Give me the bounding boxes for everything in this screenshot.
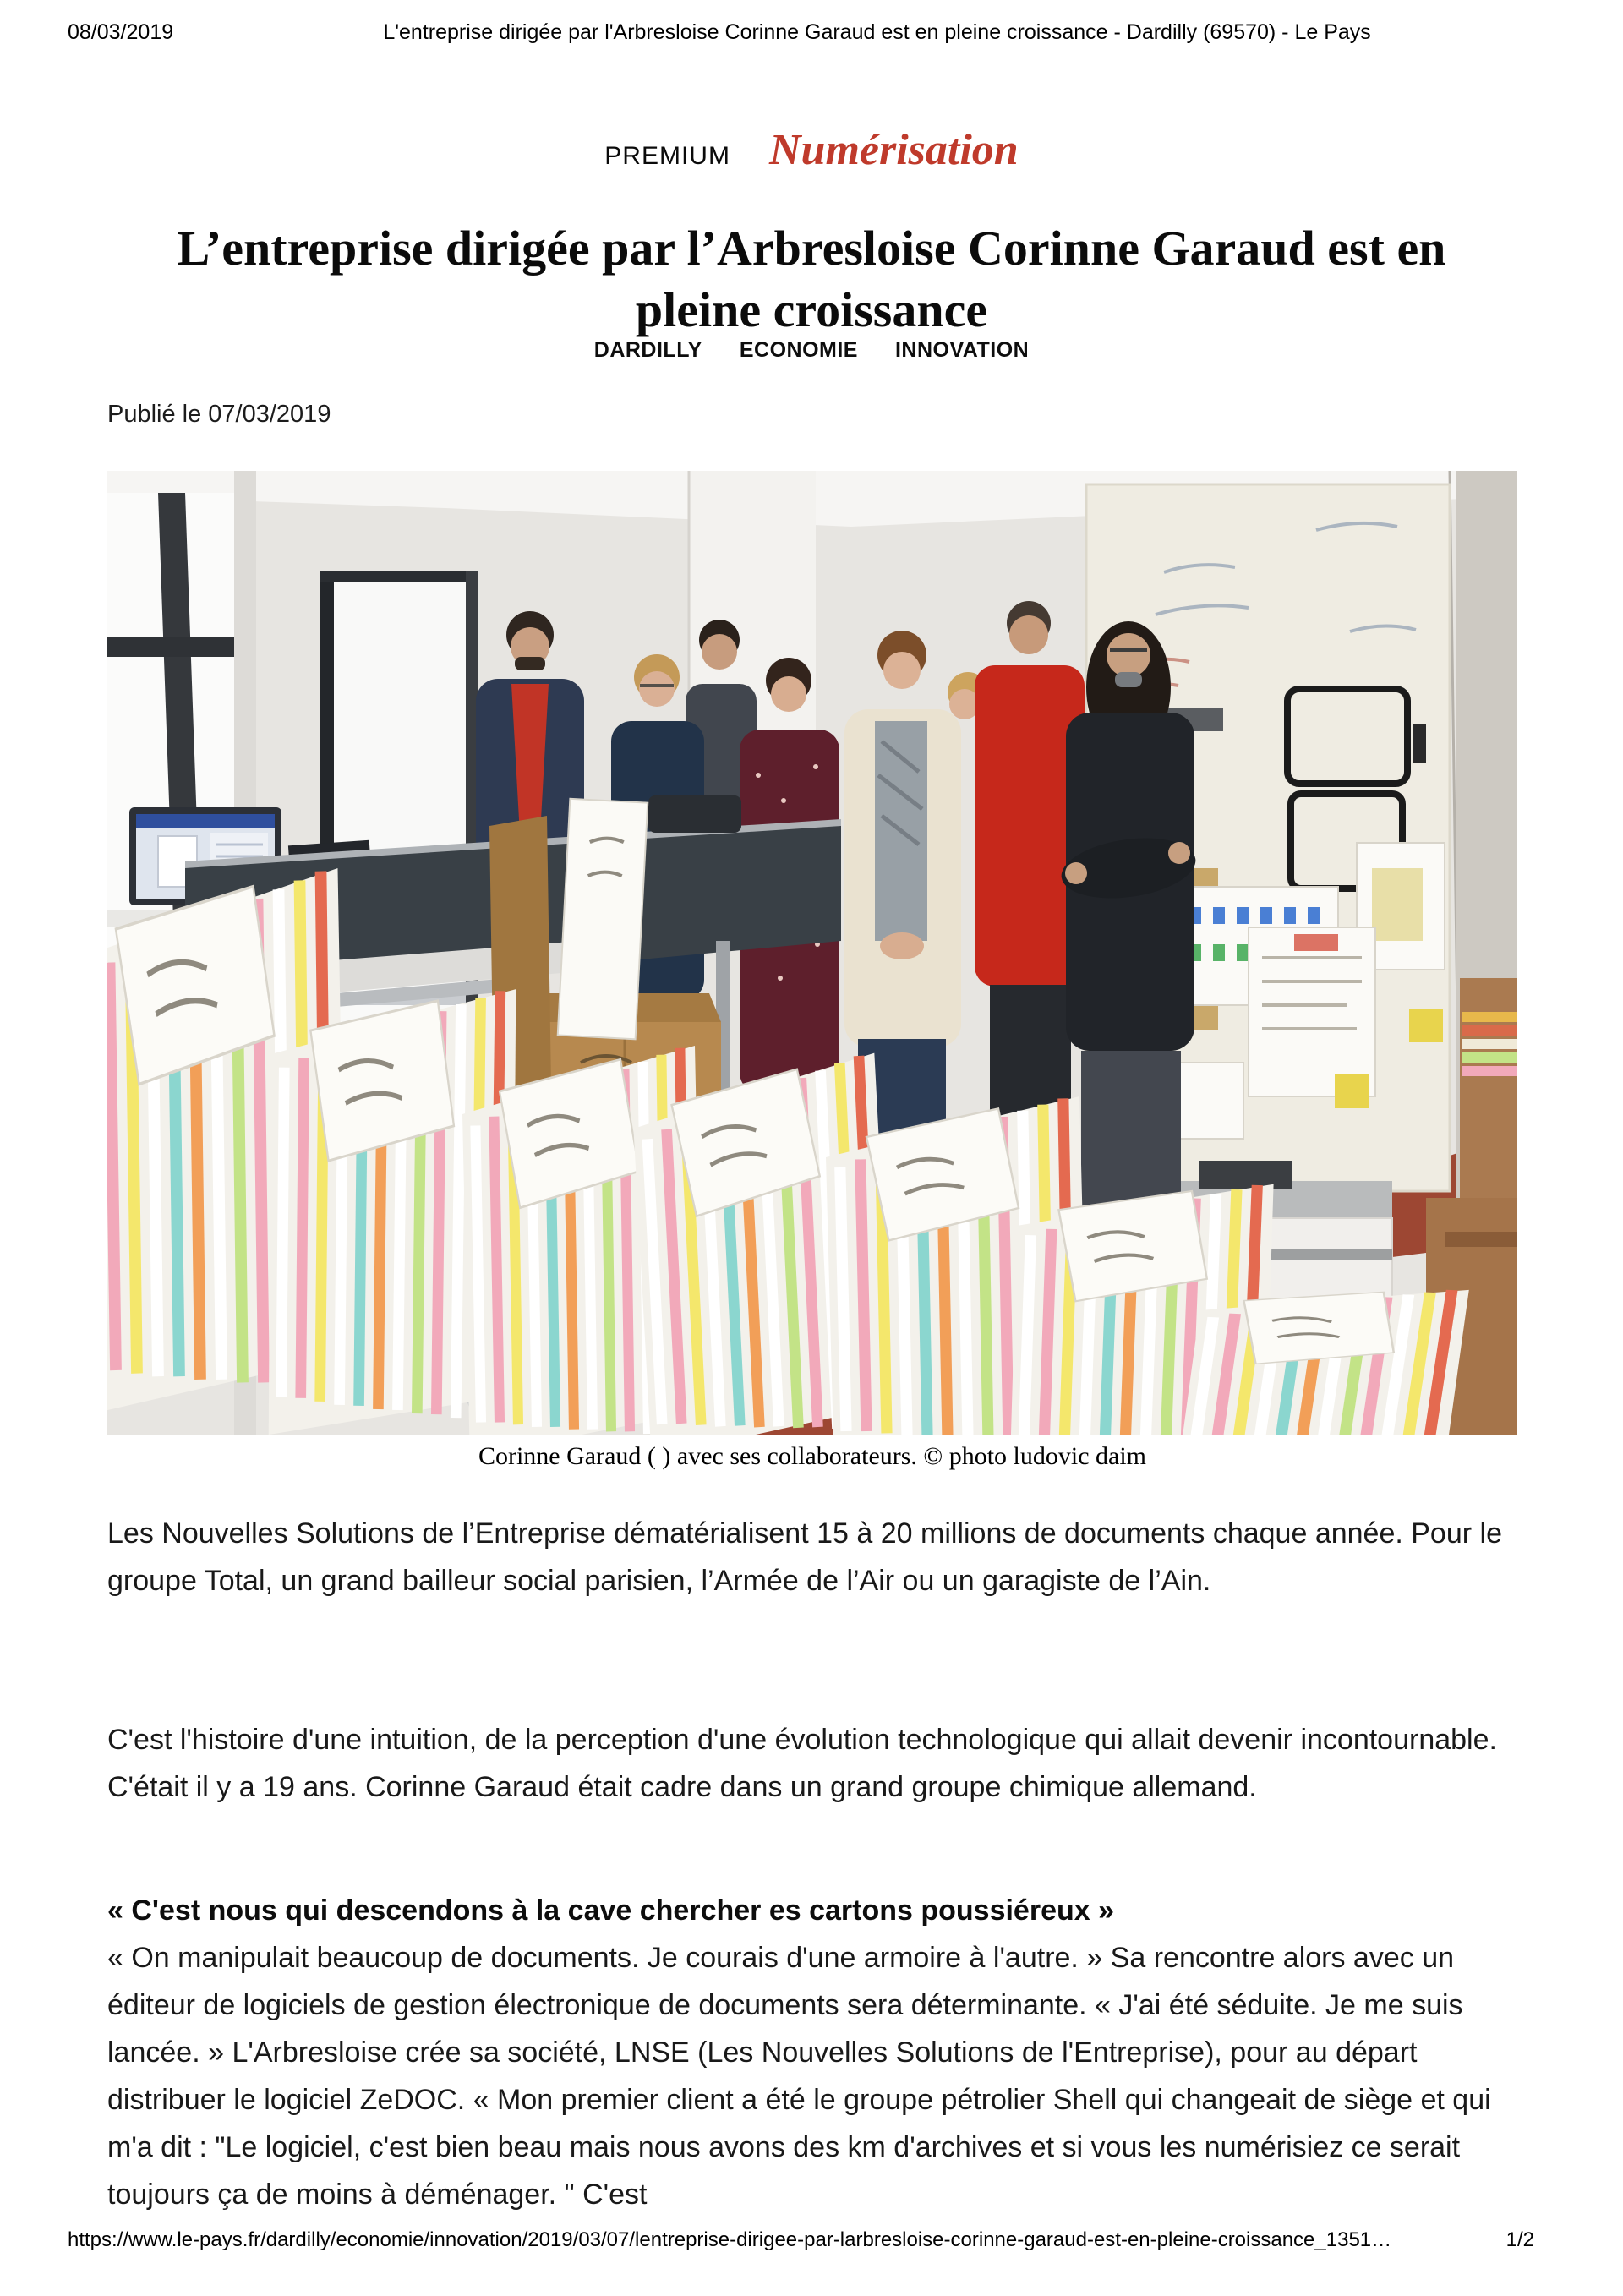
article-photo-illustration [107, 471, 1517, 1435]
article-paragraph-1: C'est l'histoire d'une intuition, de la perception d'une évolution technologique qui allait devenir incontournable. C'était il y a 19 ans. Corinne Garaud était cadre dans un grand groupe chimique allemand. [107, 1724, 1497, 1803]
premium-badge: PREMIUM [604, 142, 730, 170]
tag-innovation: INNOVATION [894, 338, 1030, 362]
article-tags [0, 338, 1623, 363]
article-lead-paragraph: Les Nouvelles Solutions de l’Entreprise dématérialisent 15 à 20 millions de documents chaque année. Pour le groupe Total, un grand bailleur social parisien, l’Armée de l’Air ou un garagiste de l’Ain. [107, 1517, 1502, 1597]
published-date: Publié le 07/03/2019 [107, 401, 331, 428]
tag-dardilly: DARDILLY [593, 338, 702, 362]
print-header-date: 08/03/2019 [68, 20, 174, 44]
article-paragraph-2: « On manipulait beaucoup de documents. Je courais d'une armoire à l'autre. » Sa rencontre alors avec un éditeur de logiciels de gestion électronique de documents sera déterminante. « J'ai été séduite. Je me suis lancée. » L'Arbresloise crée sa société, LNSE (Les Nouvelles Solutions de l'Entreprise), pour au départ distribuer le logiciel ZeDOC. « Mon premier client a été le groupe pétrolier Shell qui changeait de siège et qui m'a dit : "Le logiciel, c'est bien beau mais nous avons des km d'archives et si vous les numérisiez ce serait toujours ça de moins à déménager. " C'est [107, 1942, 1491, 2211]
print-header-title: L'entreprise dirigée par l'Arbresloise Corinne Garaud est en pleine croissance - Dardilly (69570) - Le Pays [383, 20, 1371, 44]
print-footer-url: https://www.le-pays.fr/dardilly/economie/innovation/2019/03/07/lentreprise-dirigee-par-larbresloise-corinne-garaud-est-en-pleine-croissance_1351… [68, 2228, 1392, 2251]
article-title: L’entreprise dirigée par l’Arbresloise Corinne Garaud est en pleine croissance [177, 220, 1446, 337]
category-link: Numérisation [768, 126, 1019, 174]
tag-economie: ECONOMIE [739, 338, 858, 362]
article-kicker [0, 125, 1623, 175]
photo-caption: Corinne Garaud ( ) avec ses collaborateurs. © photo ludovic daim [478, 1442, 1147, 1470]
article-subheading: « C'est nous qui descendons à la cave chercher es cartons poussiéreux » [107, 1894, 1115, 1927]
print-header [68, 20, 1555, 45]
article-photo [107, 471, 1517, 1435]
print-footer [68, 2228, 1534, 2252]
print-footer-page-indicator: 1/2 [1506, 2228, 1534, 2251]
